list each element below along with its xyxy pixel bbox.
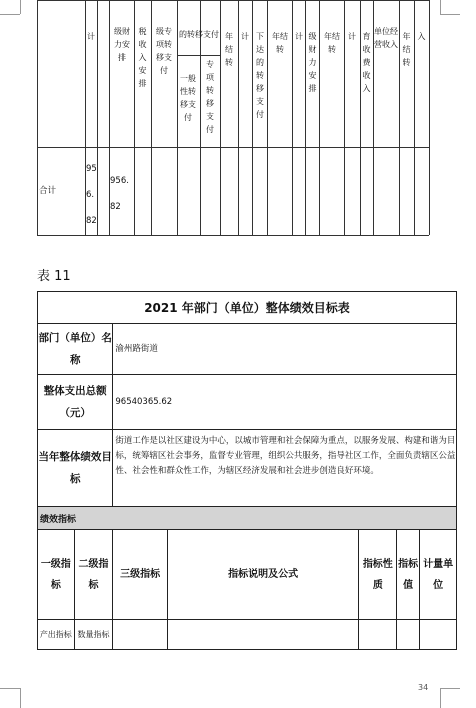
- table-label: 表 11: [37, 269, 71, 284]
- header-cell: 年结转: [272, 32, 288, 54]
- indicators-section-header: 绩效指标: [38, 507, 457, 530]
- header-cell: 下达的转移支付: [256, 32, 264, 119]
- crop-mark: [20, 688, 21, 708]
- table-title: 2021 年部门（单位）整体绩效目标表: [38, 292, 457, 324]
- header-cell: 计: [348, 32, 356, 41]
- header-cell: 计: [87, 32, 95, 41]
- header-cell: 专项转移支付: [206, 60, 214, 134]
- crop-mark: [0, 688, 20, 689]
- level3-cell: [113, 620, 167, 650]
- total-value-2: 956.82: [110, 176, 129, 212]
- total-label: 合计: [39, 186, 57, 196]
- header-cell: 的转移支付: [179, 30, 219, 39]
- crop-mark: [440, 0, 441, 14]
- dept-name-label: 部门（单位）名称: [38, 324, 113, 375]
- description-cell: [167, 620, 359, 650]
- header-cell: 税收入安排: [138, 27, 147, 88]
- value-cell: [397, 620, 420, 650]
- total-expense-label: 整体支出总额（元）: [38, 375, 113, 430]
- performance-target-table: [37, 291, 457, 650]
- col-header-level3: 三级指标: [113, 530, 167, 620]
- nature-cell: [359, 620, 397, 650]
- total-value: 956.82: [86, 164, 97, 226]
- col-header-level1: 一级指标: [38, 530, 75, 620]
- header-cell: 年结转: [324, 32, 340, 54]
- header-cell: 级财力安排: [114, 27, 130, 62]
- header-cell: 一般性转移支付: [180, 74, 196, 122]
- header-cell: 计: [241, 32, 249, 41]
- crop-mark: [440, 688, 460, 689]
- col-header-value: 指标值: [397, 530, 420, 620]
- header-cell: 年结转: [225, 32, 233, 67]
- budget-table-continuation: [37, 0, 437, 235]
- header-cell: 单位经营收入: [374, 27, 398, 49]
- annual-goal-label: 当年整体绩效目标: [38, 430, 113, 507]
- crop-mark: [440, 14, 460, 15]
- col-header-description: 指标说明及公式: [167, 530, 359, 620]
- unit-cell: [420, 620, 457, 650]
- annual-goal-text: 街道工作是以社区建设为中心，以城市管理和社会保障为重点，以服务发展、构建和谐为目标，统筹辖区社会事务，监督专业管理，组织公共服务，指导社区工作，全面负责辖区公益性、社会性和群众性工作，为辖区经济发展和社会进步创造良好环境。: [113, 430, 457, 507]
- header-cell: 育收费收入: [362, 32, 371, 93]
- level2-cell: 数量指标: [74, 620, 113, 650]
- col-header-unit: 计量单位: [420, 530, 457, 620]
- level1-cell: 产出指标: [38, 620, 75, 650]
- crop-mark: [0, 14, 20, 15]
- col-header-level2: 二级指标: [74, 530, 113, 620]
- header-cell: 级专项转移支付: [156, 27, 172, 75]
- header-cell: 计: [295, 32, 303, 41]
- col-header-nature: 指标性质: [359, 530, 397, 620]
- crop-mark: [20, 0, 21, 14]
- header-cell: 入: [417, 32, 426, 41]
- header-cell: 年结转: [402, 32, 411, 67]
- total-expense-value: 96540365.62: [113, 375, 457, 430]
- dept-name-value: 渝州路街道: [113, 324, 457, 375]
- page-number: 34: [418, 683, 429, 692]
- header-cell: 级财力安排: [308, 32, 317, 93]
- crop-mark: [440, 688, 441, 708]
